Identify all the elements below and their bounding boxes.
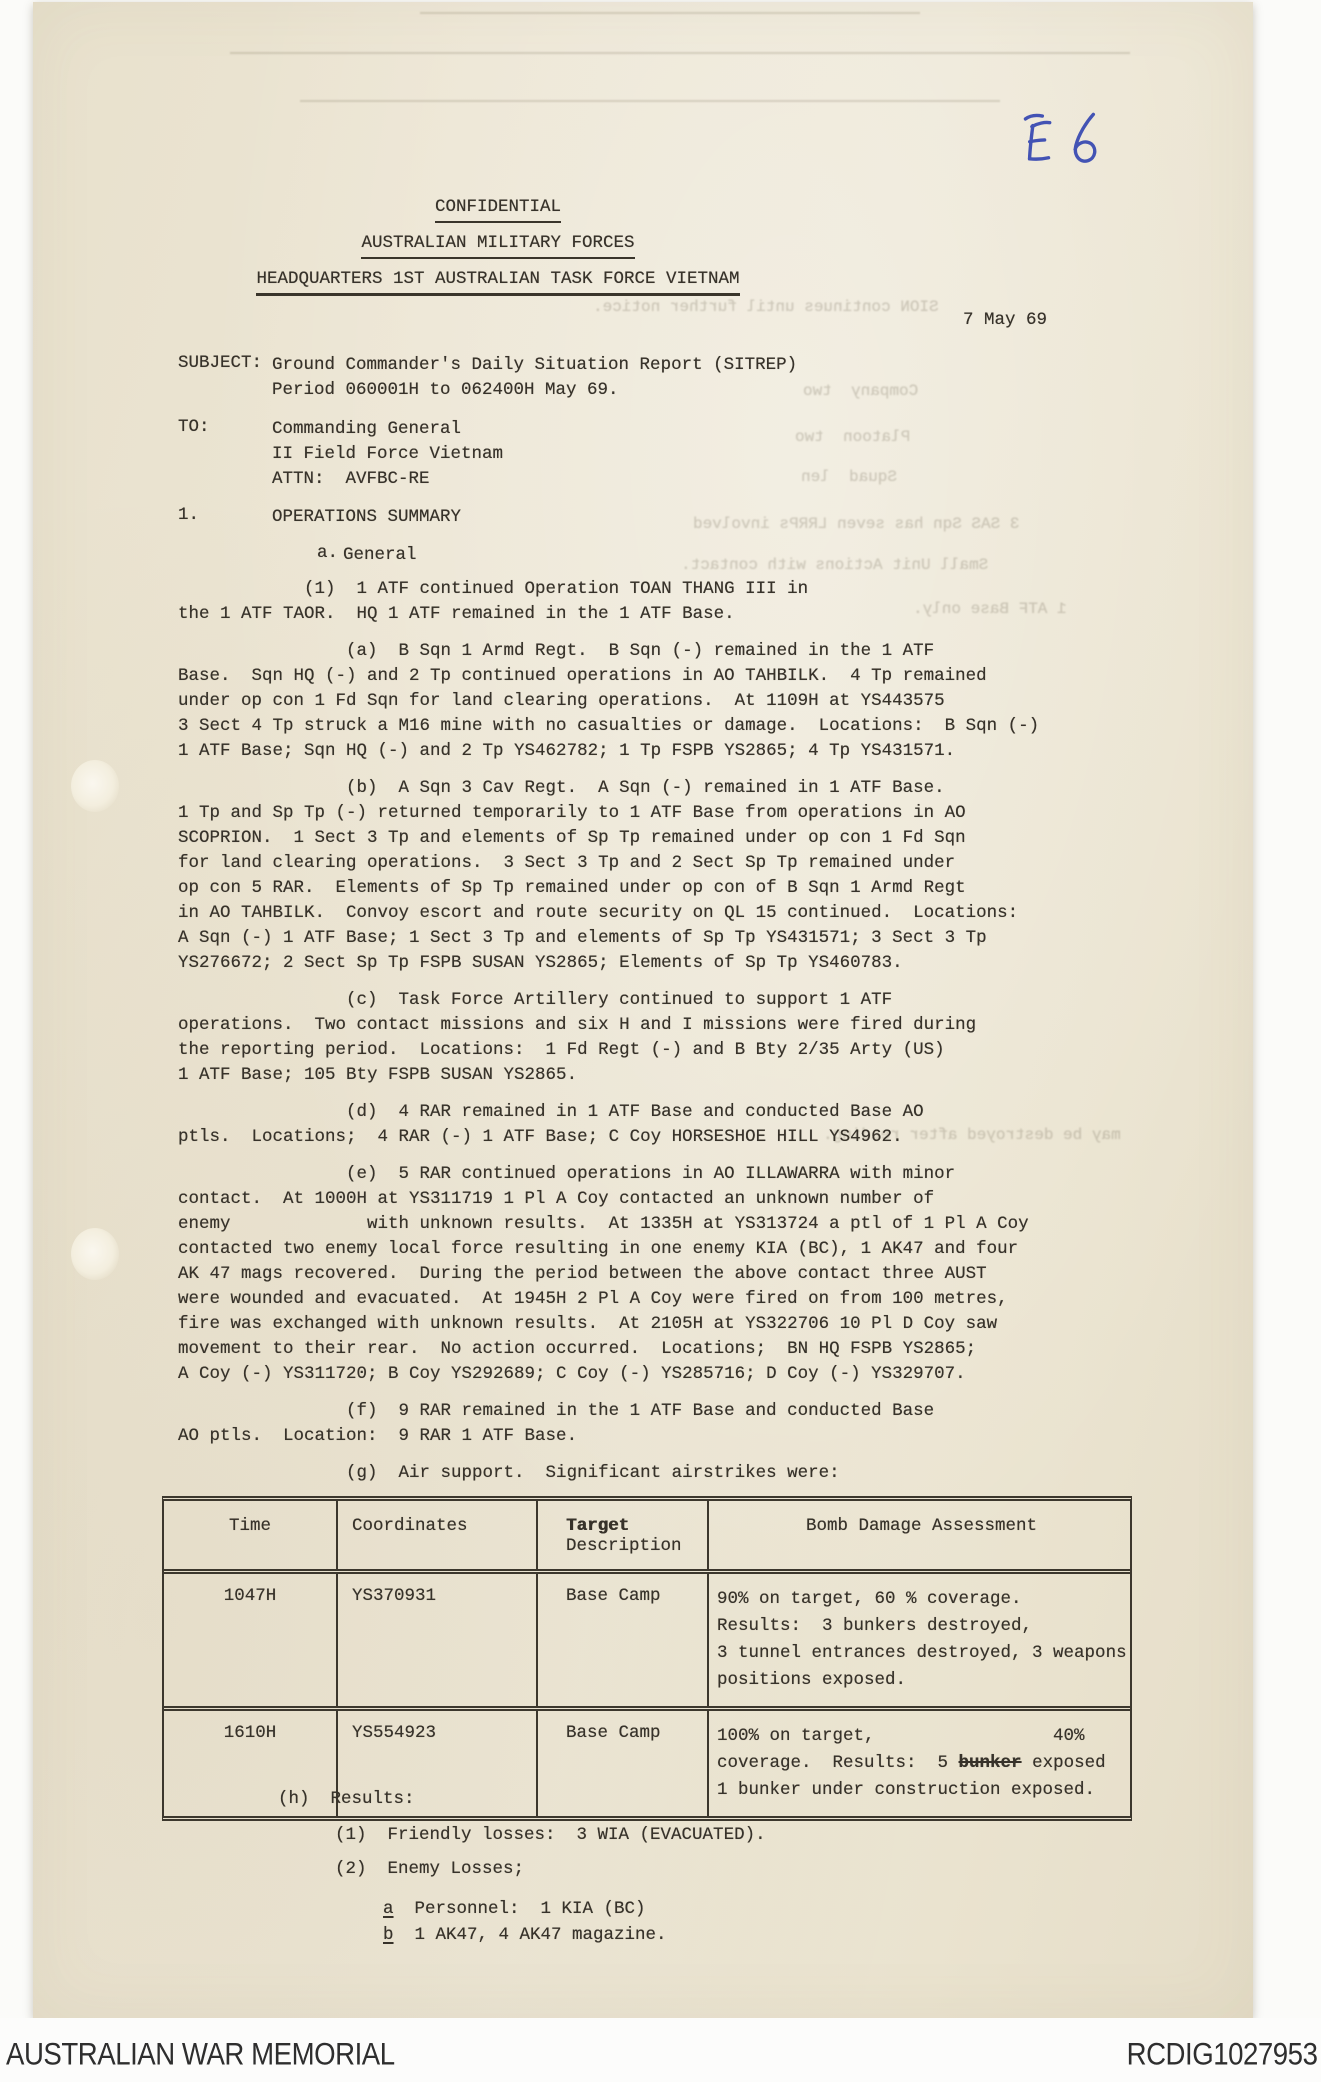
- typed-line: the 1 ATF TAOR. HQ 1 ATF remained in the 1 ATF Base.: [178, 604, 735, 624]
- hole-punch: [71, 760, 119, 812]
- paragraph-b: [178, 776, 1188, 976]
- enemy-losses-line: (2) Enemy Losses;: [335, 1859, 525, 1879]
- col-header-target-description: [536, 1501, 707, 1569]
- section-1a-title: [343, 543, 417, 568]
- typed-line: Base. Sqn HQ (-) and 2 Tp continued operations in AO TAHBILK. 4 Tp remained: [178, 666, 987, 686]
- typed-line: the reporting period. Locations: 1 Fd Regt (-) and B Bty 2/35 Arty (US): [178, 1040, 945, 1060]
- table-row: [164, 1574, 1130, 1711]
- bleedthrough-text: Small Unit Actions with contact.: [681, 556, 989, 574]
- target-header-rest: Description: [566, 1536, 682, 1556]
- paragraph-d: [178, 1100, 1188, 1150]
- cell-target: Base Camp: [536, 1711, 707, 1816]
- typed-line: contacted two enemy local force resulting in one enemy KIA (BC), 1 AK47 and four: [178, 1239, 1019, 1259]
- cell-coordinates: YS370931: [336, 1574, 536, 1706]
- enemy-losses-sub-b: b 1 AK47, 4 AK47 magazine.: [383, 1925, 667, 1945]
- typed-line: op con 5 RAR. Elements of Sp Tp remained under op con of B Sqn 1 Armd Regt: [178, 878, 966, 898]
- subject-label: SUBJECT:: [178, 353, 263, 373]
- bleedthrough-rule: [230, 52, 1130, 54]
- typed-line: 3 Sect 4 Tp struck a M16 mine with no casualties or damage. Locations: B Sqn (-): [178, 716, 1040, 736]
- subject-block: [178, 353, 797, 403]
- typed-line: (1) 1 ATF continued Operation TOAN THANG III in: [178, 579, 809, 599]
- typed-line: enemy with unknown results. At 1335H at YS313724 a ptl of 1 Pl A Coy: [178, 1214, 1029, 1234]
- subject-lines: [272, 353, 797, 403]
- cell-bda: [707, 1711, 1130, 1816]
- bleedthrough-text: Squad len: [801, 468, 898, 486]
- results-heading: (h) Results:: [278, 1789, 415, 1809]
- bleedthrough-text: may be destroyed after reading.: [823, 1126, 1121, 1144]
- typed-line: ptls. Locations; 4 RAR (-) 1 ATF Base; C Coy HORSESHOE HILL YS4962.: [178, 1127, 903, 1147]
- results-section: [178, 1787, 766, 1948]
- cell-time: 1610H: [223, 1723, 277, 1743]
- typed-line: movement to their rear. No action occurred. Locations; BN HQ FSPB YS2865;: [178, 1339, 977, 1359]
- friendly-losses-line: (1) Friendly losses: 3 WIA (EVACUATED).: [335, 1825, 766, 1845]
- paragraph-g: [178, 1461, 1188, 1486]
- target-header-overtyped: Target: [566, 1516, 630, 1536]
- section-1a-heading: [178, 543, 417, 568]
- section-1-heading: [178, 505, 461, 530]
- typed-line: (a) B Sqn 1 Armd Regt. B Sqn (-) remained in the 1 ATF: [178, 641, 935, 661]
- bleedthrough-rule: [420, 12, 920, 14]
- typed-line: SCOPRION. 1 Sect 3 Tp and elements of Sp Tp remained under op con 1 Fd Sqn: [178, 828, 966, 848]
- org-heading: AUSTRALIAN MILITARY FORCES: [361, 231, 634, 259]
- typed-line: 1 Tp and Sp Tp (-) returned temporarily to 1 ATF Base from operations in AO: [178, 803, 966, 823]
- cell-bda: [707, 1574, 1131, 1706]
- to-block: [178, 417, 503, 492]
- hole-punch: [71, 1228, 119, 1280]
- typed-line: Results: 3 bunkers destroyed,: [717, 1616, 1033, 1636]
- typed-line: ATTN: AVFBC-RE: [272, 469, 430, 489]
- typed-line: 3 tunnel entrances destroyed, 3 weapons: [717, 1643, 1127, 1663]
- sub-item-marker: a: [383, 1899, 394, 1919]
- typed-line: AO ptls. Location: 9 RAR 1 ATF Base.: [178, 1426, 578, 1446]
- classification-heading: CONFIDENTIAL: [435, 195, 561, 223]
- hq-heading: HEADQUARTERS 1ST AUSTRALIAN TASK FORCE VIETNAM: [256, 267, 739, 296]
- typed-line: positions exposed.: [717, 1670, 907, 1690]
- archive-footer: [0, 2018, 1321, 2082]
- handwritten-annotation: [1011, 105, 1115, 188]
- enemy-losses-sub-a: a Personnel: 1 KIA (BC): [383, 1899, 646, 1919]
- typed-line: Period 060001H to 062400H May 69.: [272, 380, 619, 400]
- section-1-number: 1.: [178, 505, 200, 525]
- typed-line: 1 ATF Base; 105 Bty FSPB SUSAN YS2865.: [178, 1065, 578, 1085]
- typed-line: General: [343, 545, 417, 565]
- typed-line: (f) 9 RAR remained in the 1 ATF Base and conducted Base: [178, 1401, 935, 1421]
- typed-line: coverage. Results: 5 bunker exposed: [717, 1753, 1106, 1773]
- paragraph-c: [178, 988, 1188, 1088]
- typed-line: 1 bunker under construction exposed.: [717, 1780, 1096, 1800]
- typed-line: 100% on target, 40%: [717, 1726, 1085, 1746]
- typed-line: (e) 5 RAR continued operations in AO ILLAWARRA with minor: [178, 1164, 956, 1184]
- typed-line: fire was exchanged with unknown results. At 2105H at YS322706 10 Pl D Coy saw: [178, 1314, 998, 1334]
- typed-line: A Coy (-) YS311720; B Coy YS292689; C Coy (-) YS285716; D Coy (-) YS329707.: [178, 1364, 966, 1384]
- typed-line: Ground Commander's Daily Situation Report (SITREP): [272, 355, 798, 375]
- typed-line: (c) Task Force Artillery continued to support 1 ATF: [178, 990, 893, 1010]
- typed-line: (b) A Sqn 3 Cav Regt. A Sqn (-) remained in 1 ATF Base.: [178, 778, 945, 798]
- document-header: [178, 195, 818, 303]
- document-body: [178, 577, 1188, 1821]
- footer-archive-label: AUSTRALIAN WAR MEMORIAL: [6, 2037, 395, 2072]
- cell-coordinates: YS554923: [336, 1711, 536, 1816]
- cell-target: Base Camp: [536, 1574, 707, 1706]
- bleedthrough-text: Platoon two: [795, 428, 911, 446]
- paragraph-e: [178, 1162, 1188, 1387]
- bleedthrough-text: SION continues until further notice.: [593, 298, 939, 316]
- bleedthrough-text: Company two: [803, 382, 919, 400]
- typed-line: II Field Force Vietnam: [272, 444, 504, 464]
- typed-line: AK 47 mags recovered. During the period between the above contact three AUST: [178, 1264, 987, 1284]
- typed-line: operations. Two contact missions and six H and I missions were fired during: [178, 1015, 977, 1035]
- section-1-title: [272, 505, 461, 530]
- typed-line: OPERATIONS SUMMARY: [272, 507, 462, 527]
- bleedthrough-text: 1 ATF Base only.: [913, 600, 1067, 618]
- typed-line: under op con 1 Fd Sqn for land clearing operations. At 1109H at YS443575: [178, 691, 945, 711]
- typed-line: Commanding General: [272, 419, 462, 439]
- paragraph-1: [178, 577, 1188, 627]
- struck-out-word: bunker: [958, 1753, 1022, 1773]
- col-header-coordinates: Coordinates: [336, 1501, 536, 1569]
- typed-line: YS276672; 2 Sect Sp Tp FSPB SUSAN YS2865; Elements of Sp Tp YS460783.: [178, 953, 903, 973]
- typed-line: A Sqn (-) 1 ATF Base; 1 Sect 3 Tp and elements of Sp Tp YS431571; 3 Sect 3 Tp: [178, 928, 987, 948]
- bleedthrough-rule: [300, 100, 1000, 102]
- col-header-time: Time: [228, 1516, 271, 1536]
- table-header-row: [164, 1501, 1130, 1574]
- to-label: TO:: [178, 417, 210, 437]
- typed-line: 1 ATF Base; Sqn HQ (-) and 2 Tp YS462782; 1 Tp FSPB YS2865; 4 Tp YS431571.: [178, 741, 956, 761]
- document-page: [33, 2, 1253, 2018]
- paragraph-f: [178, 1399, 1188, 1449]
- typed-line: contact. At 1000H at YS311719 1 Pl A Coy contacted an unknown number of: [178, 1189, 935, 1209]
- typed-line: (g) Air support. Significant airstrikes were:: [178, 1463, 840, 1483]
- footer-reference-id: RCDIG1027953: [1126, 2037, 1317, 2072]
- airstrike-table: [162, 1496, 1132, 1821]
- typed-line: for land clearing operations. 3 Sect 3 Tp and 2 Sect Sp Tp remained under: [178, 853, 956, 873]
- cell-time: 1047H: [223, 1586, 277, 1606]
- typed-line: were wounded and evacuated. At 1945H 2 Pl A Coy were fired on from 100 metres,: [178, 1289, 1008, 1309]
- section-1a-letter: a.: [317, 543, 339, 563]
- typed-line: (d) 4 RAR remained in 1 ATF Base and conducted Base AO: [178, 1102, 924, 1122]
- typed-line: in AO TAHBILK. Convoy escort and route security on QL 15 continued. Locations:: [178, 903, 1019, 923]
- sub-item-marker: b: [383, 1925, 394, 1945]
- bleedthrough-text: 3 SAS Sqn has seven LRRPs involved: [693, 515, 1020, 533]
- handwriting-e6-icon: [1011, 105, 1115, 182]
- typed-line: 90% on target, 60 % coverage.: [717, 1589, 1022, 1609]
- col-header-bomb-damage-assessment: Bomb Damage Assessment: [707, 1501, 1130, 1569]
- document-date: 7 May 69: [963, 310, 1048, 330]
- to-lines: [272, 417, 503, 492]
- paragraph-a: [178, 639, 1188, 764]
